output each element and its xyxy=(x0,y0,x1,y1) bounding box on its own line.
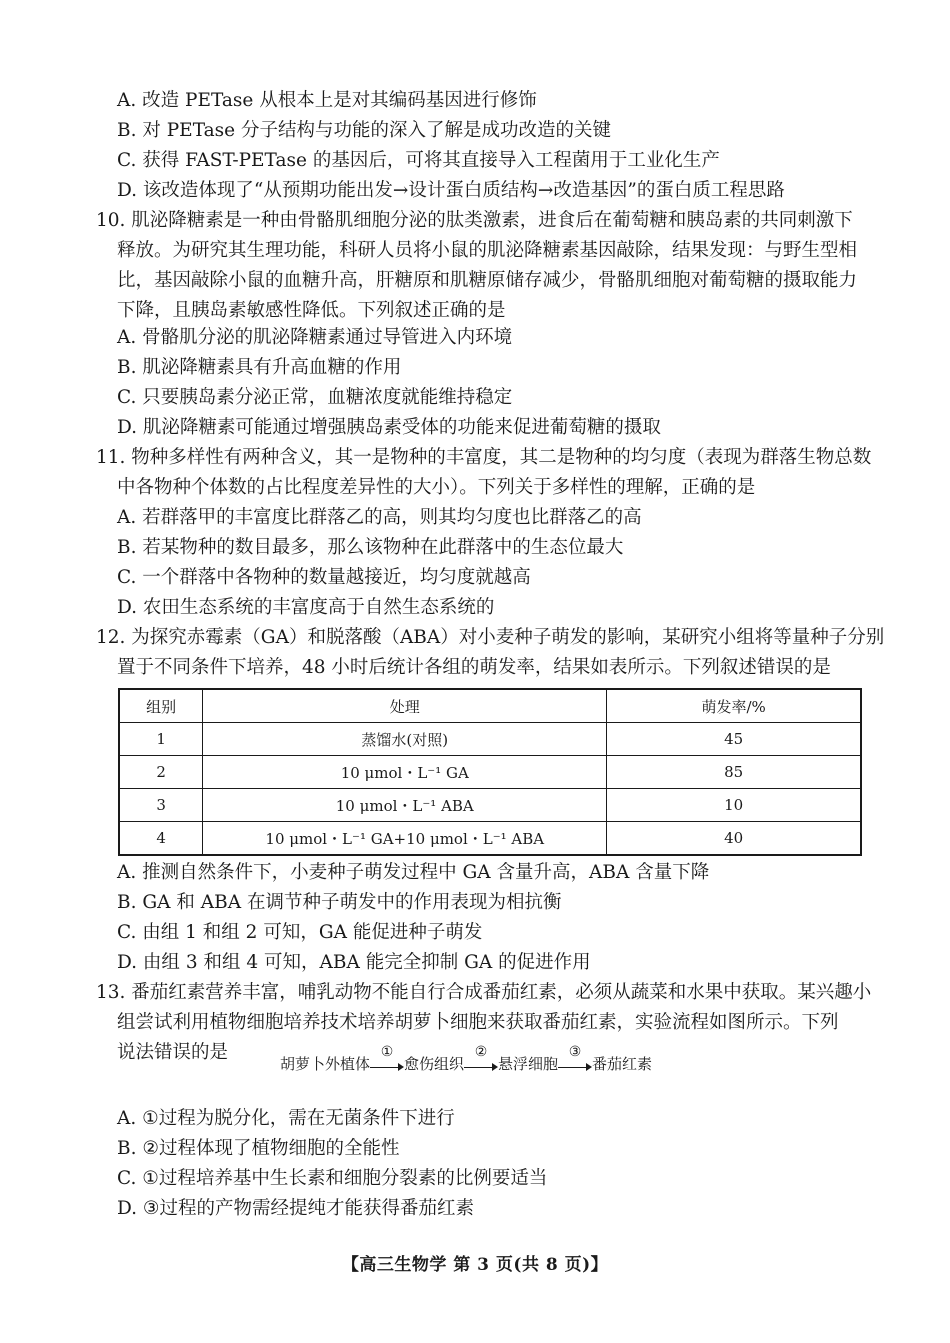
q9-option-c: C. 获得 FAST-PETase 的基因后，可将其直接导入工程菌用于工业化生产 xyxy=(117,150,720,171)
page-footer: 【高三生物学 第 3 页(共 8 页)】 xyxy=(341,1255,609,1275)
flow-node-lycopene: 番茄红素 xyxy=(592,1055,653,1073)
cell-group: 1 xyxy=(119,723,203,756)
flow-node-callus: 愈伤组织 xyxy=(404,1055,465,1073)
q10-stem-line-4: 下降，且胰岛素敏感性降低。下列叙述正确的是 xyxy=(117,300,506,321)
q10-stem-line-3: 比，基因敲除小鼠的血糖升高，肝糖原和肌糖原储存减少，骨骼肌细胞对葡萄糖的摄取能力 xyxy=(117,270,858,291)
q10-option-a: A. 骨骼肌分泌的肌泌降糖素通过导管进入内环境 xyxy=(117,327,513,348)
cell-treatment: 10 μmol・L⁻¹ GA xyxy=(203,756,607,789)
q11-option-d: D. 农田生态系统的丰富度高于自然生态系统的 xyxy=(117,597,495,618)
q11-stem-line-2: 中各物种个体数的占比程度差异性的大小）。下列关于多样性的理解，正确的是 xyxy=(117,477,756,498)
q11-option-a: A. 若群落甲的丰富度比群落乙的高，则其均匀度也比群落乙的高 xyxy=(117,507,642,528)
cell-rate: 85 xyxy=(607,756,861,789)
cell-rate: 45 xyxy=(607,723,861,756)
flow-step-3: ③ xyxy=(568,1044,582,1060)
table-row xyxy=(119,723,861,756)
cell-treatment: 10 μmol・L⁻¹ GA+10 μmol・L⁻¹ ABA xyxy=(203,822,607,856)
q11-stem-line-1: 11. 物种多样性有两种含义，其一是物种的丰富度，其二是物种的均匀度（表现为群落生物总数 xyxy=(96,447,872,468)
flow-diagram xyxy=(280,1044,653,1076)
table-row xyxy=(119,756,861,789)
arrow-right-icon xyxy=(586,1063,592,1071)
arrow-right-icon xyxy=(492,1063,498,1071)
q13-option-c: C. ①过程培养基中生长素和细胞分裂素的比例要适当 xyxy=(117,1168,548,1189)
flow-node-explant: 胡萝卜外植体 xyxy=(280,1055,371,1073)
q13-stem-line-2: 组尝试利用植物细胞培养技术培养胡萝卜细胞来获取番茄红素，实验流程如图所示。下列 xyxy=(117,1012,839,1033)
q12-stem-line-2: 置于不同条件下培养，48 小时后统计各组的萌发率，结果如表所示。下列叙述错误的是 xyxy=(117,657,831,678)
table-row xyxy=(119,789,861,822)
q10-option-c: C. 只要胰岛素分泌正常，血糖浓度就能维持稳定 xyxy=(117,387,513,408)
flow-arrow-1 xyxy=(370,1044,404,1076)
flow-step-1: ① xyxy=(380,1044,394,1060)
q13-option-d: D. ③过程的产物需经提纯才能获得番茄红素 xyxy=(117,1198,475,1219)
table-header-row xyxy=(119,689,861,723)
q11-option-b: B. 若某物种的数目最多，那么该物种在此群落中的生态位最大 xyxy=(117,537,624,558)
cell-rate: 40 xyxy=(607,822,861,856)
flow-arrow-3 xyxy=(558,1044,592,1076)
arrow-right-icon xyxy=(398,1063,404,1071)
cell-group: 4 xyxy=(119,822,203,856)
header-group: 组别 xyxy=(119,689,203,723)
q13-option-a: A. ①过程为脱分化，需在无菌条件下进行 xyxy=(117,1108,455,1129)
cell-group: 3 xyxy=(119,789,203,822)
q13-stem-line-3: 说法错误的是 xyxy=(117,1042,229,1063)
q11-option-c: C. 一个群落中各物种的数量越接近，均匀度就越高 xyxy=(117,567,531,588)
q9-option-d: D. 该改造体现了“从预期功能出发→设计蛋白质结构→改造基因”的蛋白质工程思路 xyxy=(117,180,785,201)
cell-treatment: 10 μmol・L⁻¹ ABA xyxy=(203,789,607,822)
q9-option-a: A. 改造 PETase 从根本上是对其编码基因进行修饰 xyxy=(117,90,537,111)
q13-stem-line-1: 13. 番茄红素营养丰富，哺乳动物不能自行合成番茄红素，必须从蔬菜和水果中获取。某兴趣小 xyxy=(96,982,872,1003)
header-treatment: 处理 xyxy=(203,689,607,723)
q13-option-b: B. ②过程体现了植物细胞的全能性 xyxy=(117,1138,400,1159)
flow-step-2: ② xyxy=(474,1044,488,1060)
flow-arrow-2 xyxy=(464,1044,498,1076)
cell-treatment: 蒸馏水(对照) xyxy=(203,723,607,756)
q9-option-b: B. 对 PETase 分子结构与功能的深入了解是成功改造的关键 xyxy=(117,120,611,141)
q12-option-a: A. 推测自然条件下，小麦种子萌发过程中 GA 含量升高，ABA 含量下降 xyxy=(117,862,710,883)
results-table xyxy=(118,688,862,856)
q12-option-d: D. 由组 3 和组 4 可知，ABA 能完全抑制 GA 的促进作用 xyxy=(117,952,591,973)
header-germination-rate: 萌发率/% xyxy=(607,689,861,723)
q10-option-b: B. 肌泌降糖素具有升高血糖的作用 xyxy=(117,357,402,378)
q12-option-b: B. GA 和 ABA 在调节种子萌发中的作用表现为相抗衡 xyxy=(117,892,562,913)
q12-stem-line-1: 12. 为探究赤霉素（GA）和脱落酸（ABA）对小麦种子萌发的影响，某研究小组将等量种子分别 xyxy=(96,627,885,648)
q12-option-c: C. 由组 1 和组 2 可知，GA 能促进种子萌发 xyxy=(117,922,483,943)
cell-rate: 10 xyxy=(607,789,861,822)
cell-group: 2 xyxy=(119,756,203,789)
flow-node-suspension-cells: 悬浮细胞 xyxy=(498,1055,559,1073)
table-row xyxy=(119,822,861,856)
q10-stem-line-1: 10. 肌泌降糖素是一种由骨骼肌细胞分泌的肽类激素，进食后在葡萄糖和胰岛素的共同刺激下 xyxy=(96,210,853,231)
q10-option-d: D. 肌泌降糖素可能通过增强胰岛素受体的功能来促进葡萄糖的摄取 xyxy=(117,417,661,438)
q10-stem-line-2: 释放。为研究其生理功能，科研人员将小鼠的肌泌降糖素基因敲除，结果发现：与野生型相 xyxy=(117,240,858,261)
